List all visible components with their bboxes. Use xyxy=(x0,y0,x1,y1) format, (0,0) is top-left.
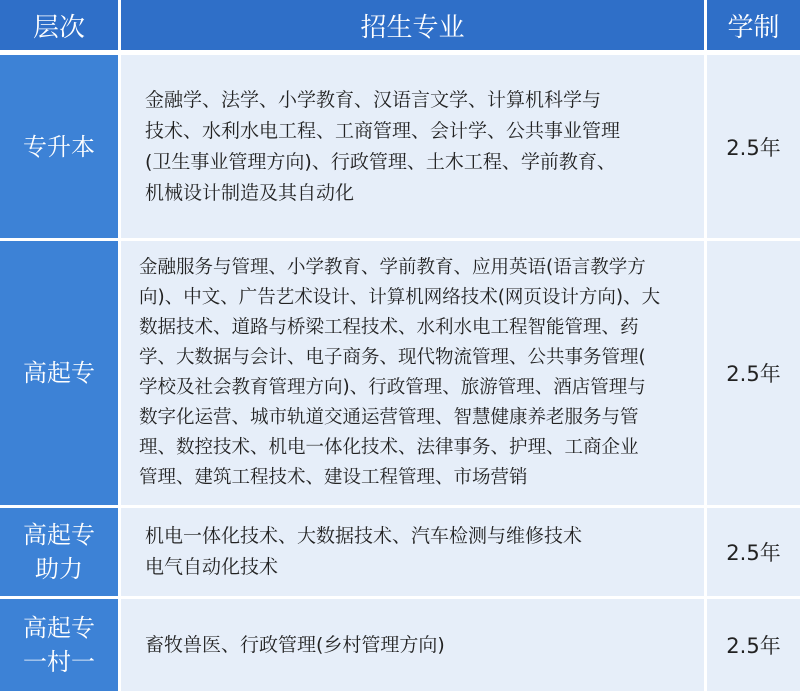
row-1-majors xyxy=(121,55,704,238)
header-duration: 学制 xyxy=(707,0,800,50)
row-2-duration: 2.5年 xyxy=(707,241,800,505)
row-3-level: 高起专 助力 xyxy=(0,508,118,596)
row-4-majors xyxy=(121,599,704,691)
row-4-level: 高起专 一村一 xyxy=(0,599,118,691)
row-1-duration: 2.5年 xyxy=(707,55,800,238)
row-4-duration: 2.5年 xyxy=(707,599,800,691)
row-1-majors-text: 金融学、法学、小学教育、汉语言文学、计算机科学与 技术、水利水电工程、工商管理、会计学、公共事业管理 (卫生事业管理方向)、行政管理、土木工程、学前教育、 机械设计制造及其自动化 xyxy=(145,88,621,204)
row-4-majors-text: 畜牧兽医、行政管理(乡村管理方向) xyxy=(145,633,445,656)
row-3-majors-text: 机电一体化技术、大数据技术、汽车检测与维修技术 电气自动化技术 xyxy=(145,525,583,578)
row-2-majors-text: 金融服务与管理、小学教育、学前教育、应用英语(语言教学方 向)、中文、广告艺术设计、计算机网络技术(网页设计方向)、大 数据技术、道路与桥梁工程技术、水利水电工程智能管理、药 学、大数据与会计、电子商务、现代物流管理、公共事务管理( 学校及社会教育管理方向)、行政管理、旅游管理、酒店管理与 数字化运营、城市轨道交通运营管理、智慧健康养老服务与管 理、数控技术、机电一体化技术、法律事务、护理、工商企业 管理、建筑工程技术、建设工程管理、市场营销 xyxy=(139,257,661,488)
row-3-duration: 2.5年 xyxy=(707,508,800,596)
row-2-level: 高起专 xyxy=(0,241,118,505)
header-level: 层次 xyxy=(0,0,118,50)
header-major: 招生专业 xyxy=(121,0,704,50)
row-1-level: 专升本 xyxy=(0,55,118,238)
row-3-majors xyxy=(121,508,704,596)
row-2-majors xyxy=(121,241,704,505)
